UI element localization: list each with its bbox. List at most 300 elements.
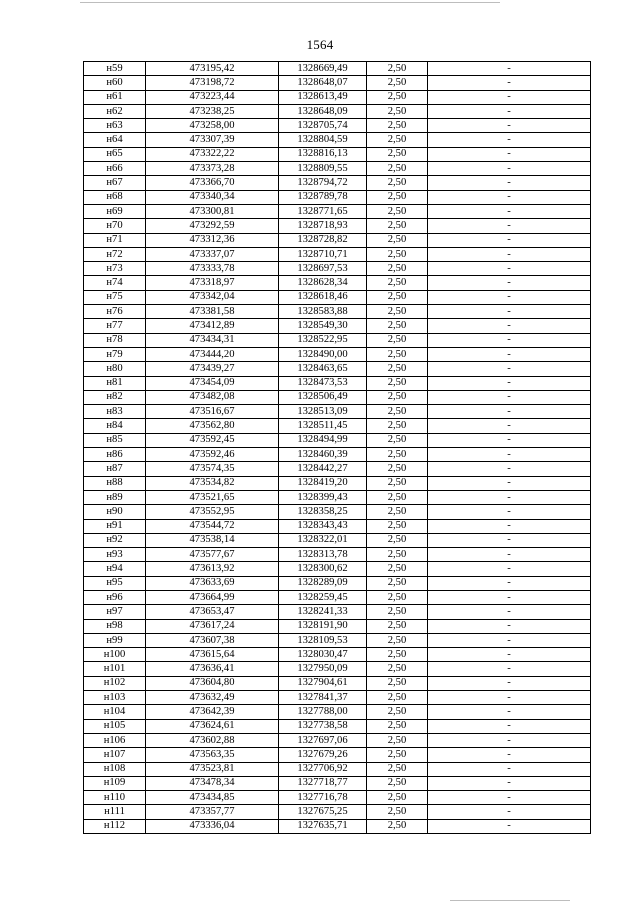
x-coordinate-cell: 473454,09 — [146, 376, 279, 390]
note-cell: - — [428, 376, 591, 390]
point-id-cell: н82 — [84, 390, 146, 404]
note-cell: - — [428, 562, 591, 576]
table-row — [84, 76, 591, 90]
table-row — [84, 90, 591, 104]
point-id-cell: н90 — [84, 505, 146, 519]
table-row — [84, 419, 591, 433]
table-row — [84, 333, 591, 347]
note-cell: - — [428, 691, 591, 705]
value-cell: 2,50 — [367, 590, 428, 604]
x-coordinate-cell: 473592,46 — [146, 448, 279, 462]
note-cell: - — [428, 319, 591, 333]
table-row — [84, 490, 591, 504]
note-cell: - — [428, 519, 591, 533]
point-id-cell: н95 — [84, 576, 146, 590]
y-coordinate-cell: 1328728,82 — [279, 233, 367, 247]
y-coordinate-cell: 1327738,58 — [279, 719, 367, 733]
point-id-cell: н60 — [84, 76, 146, 90]
y-coordinate-cell: 1328618,46 — [279, 290, 367, 304]
note-cell: - — [428, 219, 591, 233]
x-coordinate-cell: 473333,78 — [146, 262, 279, 276]
table-row — [84, 748, 591, 762]
y-coordinate-cell: 1328442,27 — [279, 462, 367, 476]
note-cell: - — [428, 776, 591, 790]
note-cell: - — [428, 533, 591, 547]
y-coordinate-cell: 1327718,77 — [279, 776, 367, 790]
point-id-cell: н63 — [84, 119, 146, 133]
point-id-cell: н74 — [84, 276, 146, 290]
coordinates-table — [83, 61, 591, 834]
point-id-cell: н71 — [84, 233, 146, 247]
note-cell: - — [428, 662, 591, 676]
value-cell: 2,50 — [367, 476, 428, 490]
x-coordinate-cell: 473439,27 — [146, 362, 279, 376]
y-coordinate-cell: 1328583,88 — [279, 305, 367, 319]
scan-edge-top — [80, 2, 500, 3]
y-coordinate-cell: 1328473,53 — [279, 376, 367, 390]
x-coordinate-cell: 473198,72 — [146, 76, 279, 90]
x-coordinate-cell: 473577,67 — [146, 548, 279, 562]
y-coordinate-cell: 1328513,09 — [279, 405, 367, 419]
note-cell: - — [428, 262, 591, 276]
value-cell: 2,50 — [367, 90, 428, 104]
y-coordinate-cell: 1328259,45 — [279, 590, 367, 604]
table-row — [84, 805, 591, 819]
point-id-cell: н99 — [84, 633, 146, 647]
x-coordinate-cell: 473482,08 — [146, 390, 279, 404]
value-cell: 2,50 — [367, 719, 428, 733]
x-coordinate-cell: 473223,44 — [146, 90, 279, 104]
y-coordinate-cell: 1328628,34 — [279, 276, 367, 290]
point-id-cell: н70 — [84, 219, 146, 233]
point-id-cell: н86 — [84, 448, 146, 462]
value-cell: 2,50 — [367, 376, 428, 390]
table-row — [84, 676, 591, 690]
x-coordinate-cell: 473300,81 — [146, 204, 279, 218]
value-cell: 2,50 — [367, 819, 428, 833]
x-coordinate-cell: 473238,25 — [146, 104, 279, 118]
note-cell: - — [428, 62, 591, 76]
note-cell: - — [428, 276, 591, 290]
table-row — [84, 819, 591, 833]
table-row — [84, 390, 591, 404]
value-cell: 2,50 — [367, 576, 428, 590]
note-cell: - — [428, 133, 591, 147]
note-cell: - — [428, 119, 591, 133]
y-coordinate-cell: 1328191,90 — [279, 619, 367, 633]
point-id-cell: н107 — [84, 748, 146, 762]
value-cell: 2,50 — [367, 162, 428, 176]
x-coordinate-cell: 473552,95 — [146, 505, 279, 519]
value-cell: 2,50 — [367, 204, 428, 218]
table-row — [84, 533, 591, 547]
note-cell: - — [428, 819, 591, 833]
x-coordinate-cell: 473318,97 — [146, 276, 279, 290]
y-coordinate-cell: 1328710,71 — [279, 247, 367, 261]
value-cell: 2,50 — [367, 448, 428, 462]
x-coordinate-cell: 473602,88 — [146, 733, 279, 747]
y-coordinate-cell: 1328460,39 — [279, 448, 367, 462]
point-id-cell: н66 — [84, 162, 146, 176]
table-row — [84, 762, 591, 776]
table-row — [84, 190, 591, 204]
value-cell: 2,50 — [367, 119, 428, 133]
value-cell: 2,50 — [367, 762, 428, 776]
y-coordinate-cell: 1328241,33 — [279, 605, 367, 619]
value-cell: 2,50 — [367, 676, 428, 690]
value-cell: 2,50 — [367, 219, 428, 233]
table-row — [84, 776, 591, 790]
point-id-cell: н83 — [84, 405, 146, 419]
value-cell: 2,50 — [367, 533, 428, 547]
table-row — [84, 305, 591, 319]
point-id-cell: н85 — [84, 433, 146, 447]
table-row — [84, 133, 591, 147]
note-cell: - — [428, 433, 591, 447]
x-coordinate-cell: 473523,81 — [146, 762, 279, 776]
x-coordinate-cell: 473538,14 — [146, 533, 279, 547]
point-id-cell: н67 — [84, 176, 146, 190]
x-coordinate-cell: 473412,89 — [146, 319, 279, 333]
point-id-cell: н101 — [84, 662, 146, 676]
point-id-cell: н62 — [84, 104, 146, 118]
y-coordinate-cell: 1328511,45 — [279, 419, 367, 433]
x-coordinate-cell: 473574,35 — [146, 462, 279, 476]
x-coordinate-cell: 473613,92 — [146, 562, 279, 576]
value-cell: 2,50 — [367, 147, 428, 161]
note-cell: - — [428, 405, 591, 419]
y-coordinate-cell: 1328463,65 — [279, 362, 367, 376]
x-coordinate-cell: 473617,24 — [146, 619, 279, 633]
x-coordinate-cell: 473563,35 — [146, 748, 279, 762]
note-cell: - — [428, 104, 591, 118]
x-coordinate-cell: 473642,39 — [146, 705, 279, 719]
table-row — [84, 691, 591, 705]
page-number: 1564 — [306, 37, 334, 52]
note-cell: - — [428, 576, 591, 590]
y-coordinate-cell: 1328794,72 — [279, 176, 367, 190]
point-id-cell: н72 — [84, 247, 146, 261]
y-coordinate-cell: 1328399,43 — [279, 490, 367, 504]
value-cell: 2,50 — [367, 133, 428, 147]
point-id-cell: н61 — [84, 90, 146, 104]
note-cell: - — [428, 548, 591, 562]
point-id-cell: н112 — [84, 819, 146, 833]
y-coordinate-cell: 1328300,62 — [279, 562, 367, 576]
table-row — [84, 290, 591, 304]
y-coordinate-cell: 1328697,53 — [279, 262, 367, 276]
note-cell: - — [428, 633, 591, 647]
table-row — [84, 476, 591, 490]
table-row — [84, 590, 591, 604]
x-coordinate-cell: 473312,36 — [146, 233, 279, 247]
y-coordinate-cell: 1328771,65 — [279, 204, 367, 218]
x-coordinate-cell: 473615,64 — [146, 648, 279, 662]
point-id-cell: н91 — [84, 519, 146, 533]
note-cell: - — [428, 705, 591, 719]
table-row — [84, 705, 591, 719]
value-cell: 2,50 — [367, 733, 428, 747]
point-id-cell: н69 — [84, 204, 146, 218]
point-id-cell: н94 — [84, 562, 146, 576]
point-id-cell: н104 — [84, 705, 146, 719]
note-cell: - — [428, 147, 591, 161]
table-row — [84, 448, 591, 462]
note-cell: - — [428, 362, 591, 376]
value-cell: 2,50 — [367, 362, 428, 376]
y-coordinate-cell: 1328419,20 — [279, 476, 367, 490]
x-coordinate-cell: 473562,80 — [146, 419, 279, 433]
point-id-cell: н81 — [84, 376, 146, 390]
table-row — [84, 362, 591, 376]
x-coordinate-cell: 473195,42 — [146, 62, 279, 76]
note-cell: - — [428, 204, 591, 218]
x-coordinate-cell: 473434,85 — [146, 791, 279, 805]
y-coordinate-cell: 1328358,25 — [279, 505, 367, 519]
point-id-cell: н80 — [84, 362, 146, 376]
table-row — [84, 505, 591, 519]
y-coordinate-cell: 1328322,01 — [279, 533, 367, 547]
note-cell: - — [428, 462, 591, 476]
value-cell: 2,50 — [367, 462, 428, 476]
y-coordinate-cell: 1328705,74 — [279, 119, 367, 133]
value-cell: 2,50 — [367, 233, 428, 247]
note-cell: - — [428, 476, 591, 490]
table-row — [84, 104, 591, 118]
x-coordinate-cell: 473633,69 — [146, 576, 279, 590]
y-coordinate-cell: 1328030,47 — [279, 648, 367, 662]
point-id-cell: н73 — [84, 262, 146, 276]
table-row — [84, 276, 591, 290]
note-cell: - — [428, 762, 591, 776]
table-row — [84, 376, 591, 390]
y-coordinate-cell: 1327841,37 — [279, 691, 367, 705]
point-id-cell: н59 — [84, 62, 146, 76]
table-row — [84, 662, 591, 676]
value-cell: 2,50 — [367, 419, 428, 433]
y-coordinate-cell: 1328506,49 — [279, 390, 367, 404]
x-coordinate-cell: 473624,61 — [146, 719, 279, 733]
y-coordinate-cell: 1328648,07 — [279, 76, 367, 90]
table-row — [84, 733, 591, 747]
point-id-cell: н87 — [84, 462, 146, 476]
y-coordinate-cell: 1328343,43 — [279, 519, 367, 533]
y-coordinate-cell: 1327697,06 — [279, 733, 367, 747]
value-cell: 2,50 — [367, 319, 428, 333]
value-cell: 2,50 — [367, 548, 428, 562]
x-coordinate-cell: 473292,59 — [146, 219, 279, 233]
y-coordinate-cell: 1327679,26 — [279, 748, 367, 762]
x-coordinate-cell: 473258,00 — [146, 119, 279, 133]
table-row — [84, 119, 591, 133]
y-coordinate-cell: 1328804,59 — [279, 133, 367, 147]
x-coordinate-cell: 473478,34 — [146, 776, 279, 790]
value-cell: 2,50 — [367, 62, 428, 76]
value-cell: 2,50 — [367, 705, 428, 719]
table-row — [84, 62, 591, 76]
note-cell: - — [428, 448, 591, 462]
table-body — [84, 62, 591, 834]
note-cell: - — [428, 805, 591, 819]
x-coordinate-cell: 473342,04 — [146, 290, 279, 304]
note-cell: - — [428, 791, 591, 805]
note-cell: - — [428, 162, 591, 176]
y-coordinate-cell: 1327635,71 — [279, 819, 367, 833]
table-row — [84, 605, 591, 619]
value-cell: 2,50 — [367, 262, 428, 276]
y-coordinate-cell: 1328816,13 — [279, 147, 367, 161]
value-cell: 2,50 — [367, 390, 428, 404]
value-cell: 2,50 — [367, 405, 428, 419]
point-id-cell: н93 — [84, 548, 146, 562]
value-cell: 2,50 — [367, 776, 428, 790]
x-coordinate-cell: 473521,65 — [146, 490, 279, 504]
table-row — [84, 147, 591, 161]
x-coordinate-cell: 473340,34 — [146, 190, 279, 204]
y-coordinate-cell: 1328494,99 — [279, 433, 367, 447]
note-cell: - — [428, 90, 591, 104]
table-row — [84, 576, 591, 590]
y-coordinate-cell: 1327716,78 — [279, 791, 367, 805]
y-coordinate-cell: 1327706,92 — [279, 762, 367, 776]
note-cell: - — [428, 505, 591, 519]
x-coordinate-cell: 473544,72 — [146, 519, 279, 533]
value-cell: 2,50 — [367, 290, 428, 304]
value-cell: 2,50 — [367, 805, 428, 819]
x-coordinate-cell: 473373,28 — [146, 162, 279, 176]
point-id-cell: н111 — [84, 805, 146, 819]
y-coordinate-cell: 1328289,09 — [279, 576, 367, 590]
table-row — [84, 548, 591, 562]
table-row — [84, 562, 591, 576]
note-cell: - — [428, 490, 591, 504]
point-id-cell: н89 — [84, 490, 146, 504]
table-row — [84, 619, 591, 633]
x-coordinate-cell: 473592,45 — [146, 433, 279, 447]
table-row — [84, 262, 591, 276]
point-id-cell: н105 — [84, 719, 146, 733]
value-cell: 2,50 — [367, 333, 428, 347]
y-coordinate-cell: 1328613,49 — [279, 90, 367, 104]
note-cell: - — [428, 676, 591, 690]
note-cell: - — [428, 748, 591, 762]
x-coordinate-cell: 473357,77 — [146, 805, 279, 819]
x-coordinate-cell: 473607,38 — [146, 633, 279, 647]
table-row — [84, 462, 591, 476]
table-row — [84, 319, 591, 333]
point-id-cell: н64 — [84, 133, 146, 147]
table-row — [84, 247, 591, 261]
x-coordinate-cell: 473336,04 — [146, 819, 279, 833]
y-coordinate-cell: 1327788,00 — [279, 705, 367, 719]
x-coordinate-cell: 473381,58 — [146, 305, 279, 319]
value-cell: 2,50 — [367, 691, 428, 705]
value-cell: 2,50 — [367, 648, 428, 662]
note-cell: - — [428, 619, 591, 633]
y-coordinate-cell: 1328789,78 — [279, 190, 367, 204]
point-id-cell: н75 — [84, 290, 146, 304]
scan-edge-bottom — [450, 900, 570, 901]
note-cell: - — [428, 648, 591, 662]
x-coordinate-cell: 473337,07 — [146, 247, 279, 261]
point-id-cell: н98 — [84, 619, 146, 633]
y-coordinate-cell: 1328549,30 — [279, 319, 367, 333]
note-cell: - — [428, 76, 591, 90]
point-id-cell: н109 — [84, 776, 146, 790]
table-row — [84, 633, 591, 647]
note-cell: - — [428, 290, 591, 304]
point-id-cell: н88 — [84, 476, 146, 490]
value-cell: 2,50 — [367, 247, 428, 261]
value-cell: 2,50 — [367, 505, 428, 519]
value-cell: 2,50 — [367, 76, 428, 90]
point-id-cell: н108 — [84, 762, 146, 776]
y-coordinate-cell: 1328490,00 — [279, 347, 367, 361]
table-row — [84, 719, 591, 733]
note-cell: - — [428, 605, 591, 619]
x-coordinate-cell: 473366,70 — [146, 176, 279, 190]
point-id-cell: н106 — [84, 733, 146, 747]
point-id-cell: н96 — [84, 590, 146, 604]
y-coordinate-cell: 1327950,09 — [279, 662, 367, 676]
point-id-cell: н65 — [84, 147, 146, 161]
table-row — [84, 204, 591, 218]
point-id-cell: н110 — [84, 791, 146, 805]
point-id-cell: н84 — [84, 419, 146, 433]
note-cell: - — [428, 390, 591, 404]
value-cell: 2,50 — [367, 433, 428, 447]
point-id-cell: н102 — [84, 676, 146, 690]
note-cell: - — [428, 419, 591, 433]
x-coordinate-cell: 473444,20 — [146, 347, 279, 361]
value-cell: 2,50 — [367, 605, 428, 619]
y-coordinate-cell: 1327904,61 — [279, 676, 367, 690]
y-coordinate-cell: 1327675,25 — [279, 805, 367, 819]
point-id-cell: н76 — [84, 305, 146, 319]
point-id-cell: н79 — [84, 347, 146, 361]
x-coordinate-cell: 473604,80 — [146, 676, 279, 690]
y-coordinate-cell: 1328669,49 — [279, 62, 367, 76]
table-row — [84, 648, 591, 662]
value-cell: 2,50 — [367, 347, 428, 361]
point-id-cell: н68 — [84, 190, 146, 204]
y-coordinate-cell: 1328109,53 — [279, 633, 367, 647]
note-cell: - — [428, 247, 591, 261]
note-cell: - — [428, 190, 591, 204]
note-cell: - — [428, 590, 591, 604]
note-cell: - — [428, 305, 591, 319]
table-row — [84, 519, 591, 533]
value-cell: 2,50 — [367, 190, 428, 204]
value-cell: 2,50 — [367, 490, 428, 504]
table-row — [84, 219, 591, 233]
value-cell: 2,50 — [367, 662, 428, 676]
note-cell: - — [428, 333, 591, 347]
point-id-cell: н103 — [84, 691, 146, 705]
value-cell: 2,50 — [367, 104, 428, 118]
y-coordinate-cell: 1328809,55 — [279, 162, 367, 176]
value-cell: 2,50 — [367, 519, 428, 533]
point-id-cell: н78 — [84, 333, 146, 347]
note-cell: - — [428, 233, 591, 247]
x-coordinate-cell: 473322,22 — [146, 147, 279, 161]
x-coordinate-cell: 473653,47 — [146, 605, 279, 619]
table-row — [84, 162, 591, 176]
value-cell: 2,50 — [367, 305, 428, 319]
x-coordinate-cell: 473434,31 — [146, 333, 279, 347]
x-coordinate-cell: 473636,41 — [146, 662, 279, 676]
note-cell: - — [428, 719, 591, 733]
